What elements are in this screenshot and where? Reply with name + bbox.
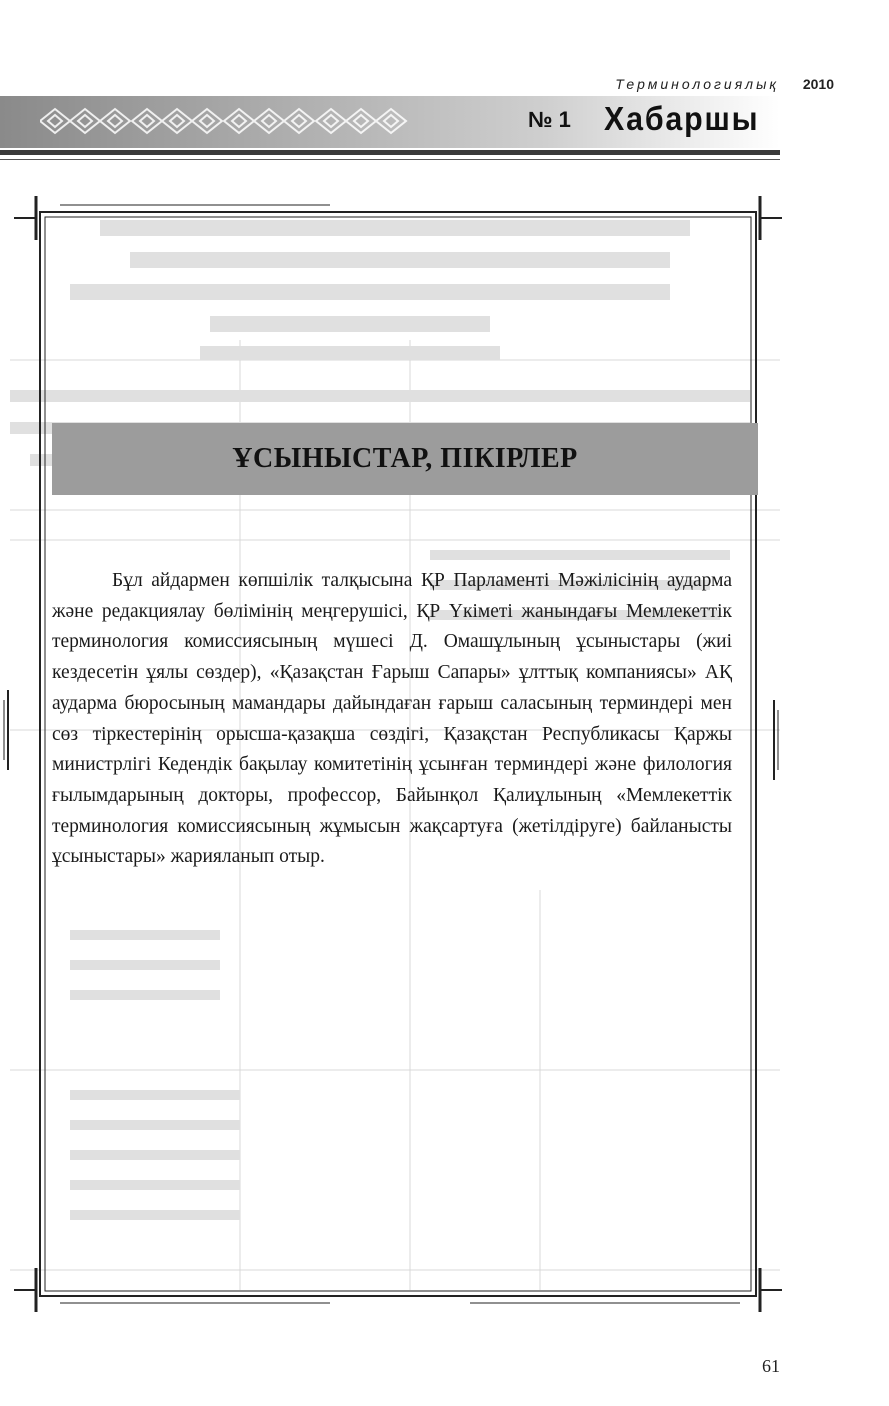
article-paragraph: Бұл айдармен көпшілік талқысына ҚР Парламенті Мәжілісінің аударма және редакциялау бөлімінің меңгерушісі, ҚР Үкіметі жанындағы Мемлекеттік терминология комиссиясының мүшесі Д. Омашұлының ұсыныстары (жиі кездесетін ұялы сөздер), «Қазақстан Ғарыш Сапары» ұлттық компаниясы» АҚ аударма бюросының мамандары дайындаған ғарыш саласының терминдері мен сөз тіркестерінің орысша-қазақша сөздігі, Қазақстан Республикасы Қаржы министрлігі Кедендік бақылау комитетінің ұсынған терминдері және филология ғылымдарының докторы, профессор, Байынқол Қалиұлының «Мемлекеттік терминология комиссиясының жұмысын жақсартуға (жетілдіруге) байланысты ұсыныстары» жарияланып отыр. [52,570,732,868]
page-number: 61 [762,1356,780,1376]
section-heading-box [52,423,758,495]
section-heading: ҰСЫНЫСТАР, ПІКІРЛЕР [232,443,578,474]
issue-number: № 1 [528,107,571,132]
issue-title: Хабаршы [604,100,760,137]
journal-year: 2010 [802,76,834,92]
journal-name: Терминологиялық [615,76,779,92]
